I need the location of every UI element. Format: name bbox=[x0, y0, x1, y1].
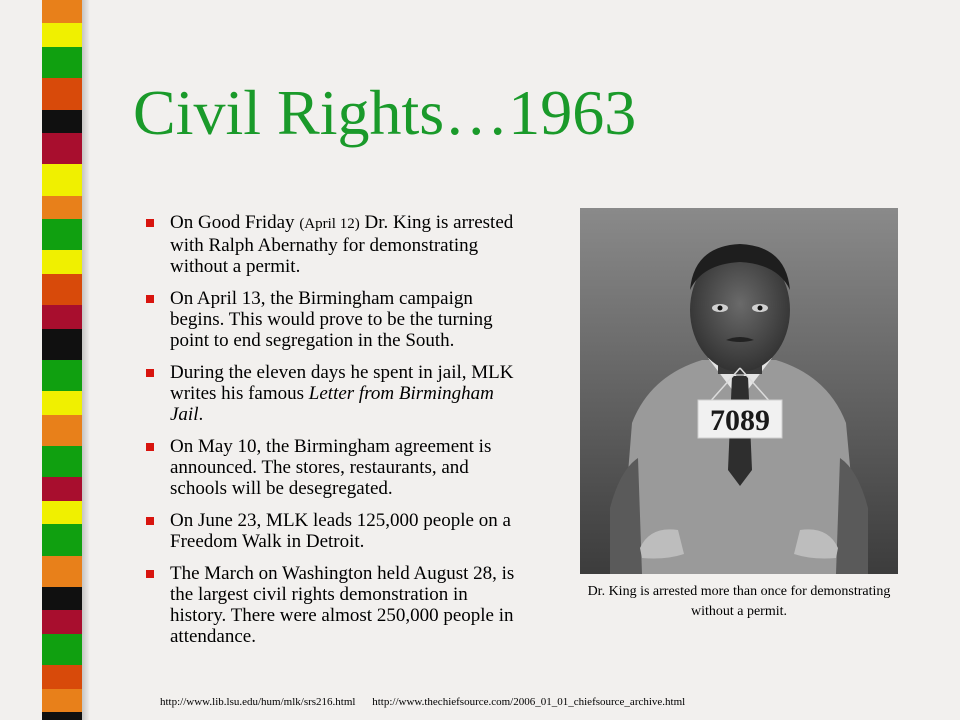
stripe-segment bbox=[42, 501, 82, 524]
square-bullet-icon bbox=[146, 570, 154, 578]
stripe-segment bbox=[42, 477, 82, 500]
footer-links bbox=[160, 696, 920, 708]
bullet-text: On May 10, the Birmingham agreement is announced. The stores, restaurants, and schools will be desegregated. bbox=[170, 436, 492, 499]
stripe-segment bbox=[42, 23, 82, 46]
slide-title: Civil Rights…1963 bbox=[133, 77, 637, 148]
square-bullet-icon bbox=[146, 369, 154, 377]
stripe-segment bbox=[42, 610, 82, 633]
square-bullet-icon bbox=[146, 517, 154, 525]
bullet-text: (April 12) bbox=[299, 216, 360, 232]
bullet-text: On Good Friday bbox=[170, 212, 300, 233]
placard-number: 7089 bbox=[710, 404, 770, 437]
stripe-segment bbox=[42, 274, 82, 305]
decorative-stripe-bar bbox=[42, 0, 82, 720]
square-bullet-icon bbox=[146, 295, 154, 303]
stripe-segment bbox=[42, 78, 82, 109]
bullet-item bbox=[140, 510, 520, 552]
footer-link-lsu[interactable]: http://www.lib.lsu.edu/hum/mlk/srs216.html bbox=[160, 696, 356, 708]
bullet-text: On April 13, the Birmingham campaign begins. This would prove to be the turning point to end segregation in the South. bbox=[170, 288, 493, 351]
stripe-segment bbox=[42, 305, 82, 328]
stripe-segment bbox=[42, 665, 82, 688]
bullet-text: The March on Washington held August 28, is the largest civil rights demonstration in history. There were almost 250,000 people in attendance. bbox=[170, 563, 515, 647]
stripe-segment bbox=[42, 219, 82, 250]
stripe-segment bbox=[42, 689, 82, 712]
stripe-segment bbox=[42, 250, 82, 273]
stripe-segment bbox=[42, 329, 82, 360]
photo-caption: Dr. King is arrested more than once for demonstrating without a permit. bbox=[587, 584, 891, 619]
stripe-segment bbox=[42, 47, 82, 78]
stripe-segment bbox=[42, 415, 82, 446]
stripe-segment bbox=[42, 556, 82, 587]
square-bullet-icon bbox=[146, 443, 154, 451]
bullet-item bbox=[140, 288, 520, 351]
stripe-shadow bbox=[82, 0, 90, 720]
stripe-segment bbox=[42, 164, 82, 195]
bullet-item bbox=[140, 436, 520, 499]
bullet-item bbox=[140, 362, 520, 425]
bullet-list bbox=[140, 212, 520, 658]
stripe-segment bbox=[42, 391, 82, 414]
stripe-segment bbox=[42, 0, 82, 23]
bullet-item bbox=[140, 212, 520, 277]
bullet-text: . bbox=[198, 404, 204, 425]
stripe-segment bbox=[42, 634, 82, 665]
bullet-text: Letter from Birmingham Jail bbox=[170, 383, 494, 425]
stripe-segment bbox=[42, 524, 82, 555]
arrest-photo bbox=[580, 208, 898, 574]
stripe-segment bbox=[42, 587, 82, 610]
footer-link-chiefsource[interactable]: http://www.thechiefsource.com/2006_01_01_chiefsource_archive.html bbox=[372, 696, 686, 708]
bullet-text: On June 23, MLK leads 125,000 people on a Freedom Walk in Detroit. bbox=[170, 510, 511, 552]
stripe-segment bbox=[42, 110, 82, 133]
stripe-segment bbox=[42, 360, 82, 391]
bullet-item bbox=[140, 563, 520, 647]
bullet-text: Dr. King is arrested with Ralph Abernathy for demonstrating without a permit. bbox=[170, 212, 514, 277]
stripe-segment bbox=[42, 133, 82, 164]
stripe-segment bbox=[42, 196, 82, 219]
square-bullet-icon bbox=[146, 219, 154, 227]
stripe-segment bbox=[42, 446, 82, 477]
stripe-segment bbox=[42, 712, 82, 720]
bullet-text: During the eleven days he spent in jail, MLK writes his famous bbox=[170, 362, 514, 404]
